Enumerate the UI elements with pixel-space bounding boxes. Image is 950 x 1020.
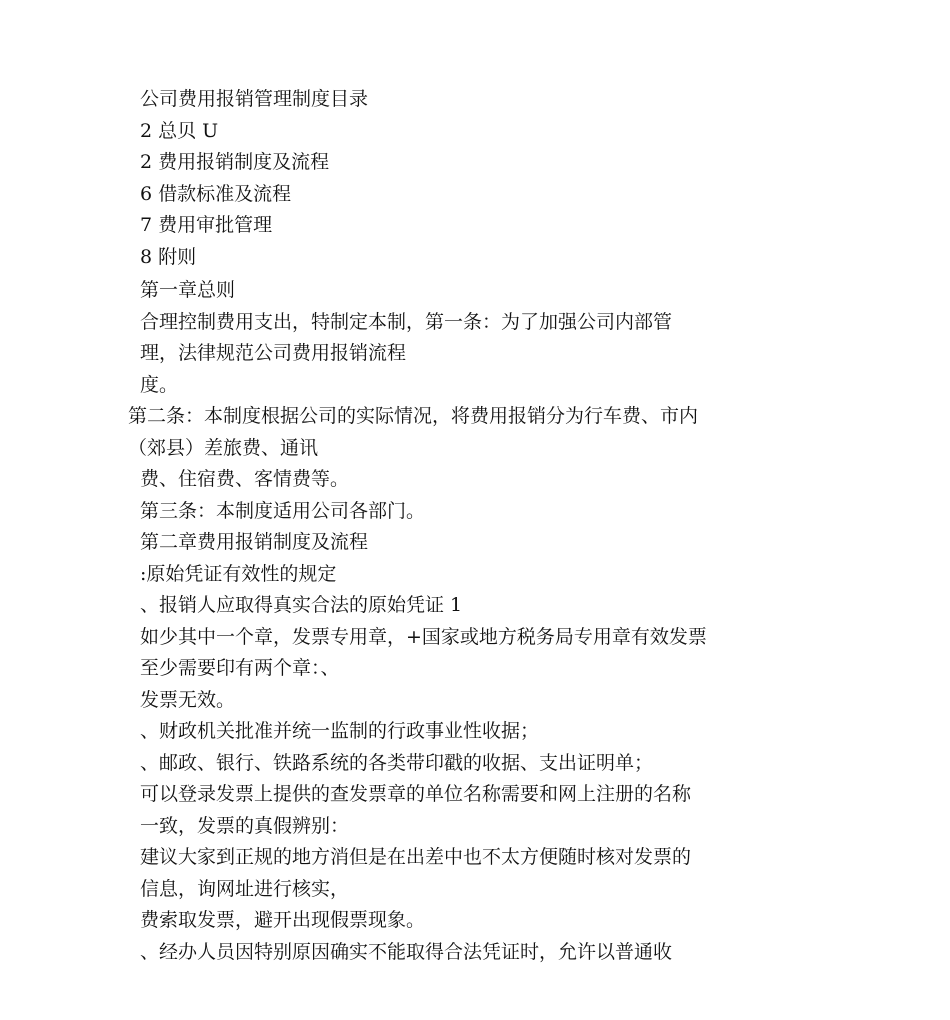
paragraph: 、经办人员因特别原因确实不能取得合法凭证时，允许以普通收 (140, 940, 673, 963)
paragraph: 第三条：本制度适用公司各部门。 (140, 499, 426, 522)
paragraph: 、财政机关批准并统一监制的行政事业性收据； (140, 720, 540, 742)
paragraph: 可以登录发票上提供的查发票章的单位名称需要和网上注册的名称一致，发票的真假辨别： (140, 783, 692, 837)
paragraph: 合理控制费用支出，特制定本制，第一条：为了加强公司内部管理，法律规范公司费用报销流程 (140, 310, 673, 364)
paragraph: 建议大家到正规的地方消但是在出差中也不太方便随时核对发票的信息，询网址进行核实， (140, 846, 692, 900)
paragraph: 如少其中一个章，发票专用章，+国家或地方税务局专用章有效发票至少需要印有两个章：、 (140, 625, 707, 679)
toc-item: 2 费用报销制度及流程 (140, 151, 330, 173)
paragraph: 、报销人应取得真实合法的原始凭证 1 (140, 594, 463, 616)
toc-item: 6 借款标准及流程 (140, 182, 292, 205)
toc-item: 8 附则 (140, 245, 197, 268)
toc-item: 7 费用审批管理 (140, 214, 273, 236)
toc-title: 公司费用报销管理制度目录 (140, 88, 369, 110)
paragraph: 发票无效。 (140, 688, 236, 711)
paragraph: :原始凭证有效性的规定 (140, 562, 337, 585)
toc-item: 2 总贝 U (140, 119, 219, 142)
paragraph: 度。 (140, 373, 179, 396)
paragraph: 费索取发票，避开出现假票现象。 (140, 909, 426, 931)
paragraph: 、邮政、银行、铁路系统的各类带印戳的收据、支出证明单； (140, 751, 654, 774)
document-body (128, 84, 708, 968)
chapter-heading: 第一章总则 (140, 279, 236, 301)
paragraph: 第二条：本制度根据公司的实际情况，将费用报销分为行车费、市内（郊县）差旅费、通讯 (128, 405, 699, 459)
chapter-heading: 第二章费用报销制度及流程 (140, 531, 369, 553)
paragraph: 费、住宿费、客情费等。 (140, 468, 350, 490)
